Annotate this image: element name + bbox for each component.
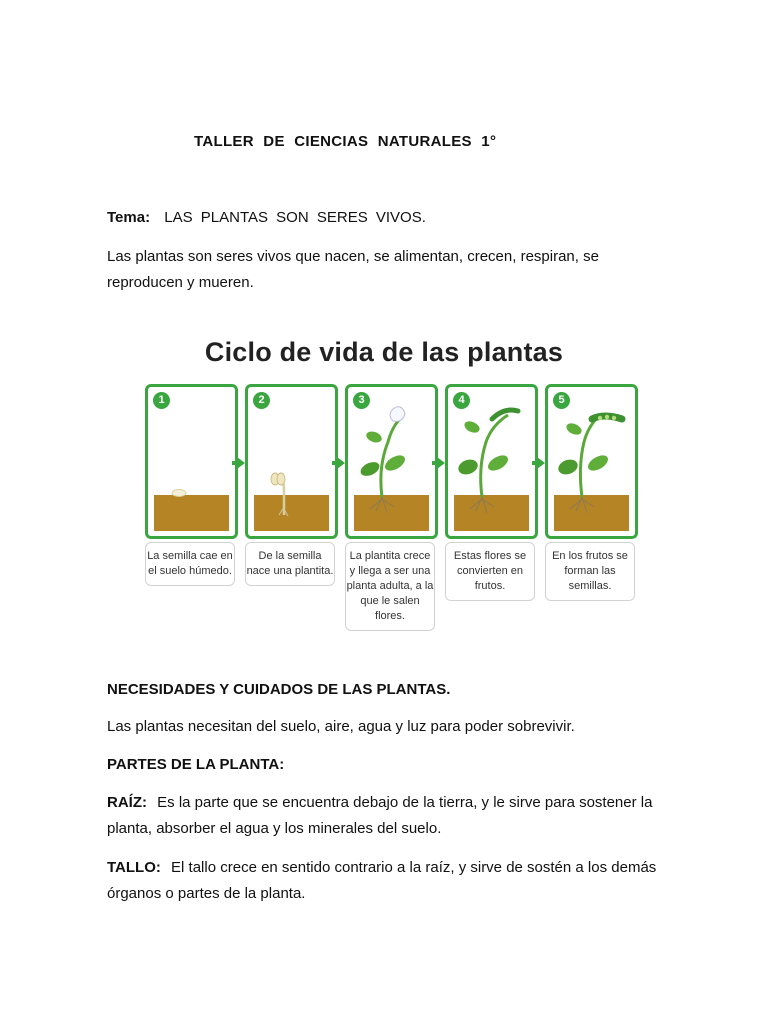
seed-icon xyxy=(148,387,235,536)
stage-5-number: 5 xyxy=(553,392,570,409)
needs-paragraph: Las plantas necesitan del suelo, aire, agua y luz para poder sobrevivir. xyxy=(107,718,575,735)
root-label: RAÍZ: xyxy=(107,794,147,811)
stage-3-number: 3 xyxy=(353,392,370,409)
arrow-icon xyxy=(537,457,545,469)
stage-1-caption: La semilla cae en el suelo húmedo. xyxy=(145,542,235,586)
stage-3-panel xyxy=(345,384,438,539)
stage-2-caption: De la semilla nace una plantita. xyxy=(245,542,335,586)
cycle-title: Ciclo de vida de las plantas xyxy=(204,337,564,367)
sprout-icon xyxy=(248,387,335,536)
arrow-icon xyxy=(337,457,345,469)
root-paragraph xyxy=(107,790,667,842)
tema-label: Tema: xyxy=(107,209,151,226)
fruiting-plant-icon xyxy=(448,387,535,536)
stem-text: El tallo crece en sentido contrario a la raíz, y sirve de sostén a los demás órganos o partes de la planta. xyxy=(107,859,657,902)
stage-2-number: 2 xyxy=(253,392,270,409)
stage-1-panel xyxy=(145,384,238,539)
arrow-icon xyxy=(237,457,245,469)
stage-2-panel xyxy=(245,384,338,539)
parts-heading: PARTES DE LA PLANTA: xyxy=(107,756,285,773)
stage-4-number: 4 xyxy=(453,392,470,409)
stage-5-caption: En los frutos se forman las semillas. xyxy=(545,542,635,601)
document-title: TALLER DE CIENCIAS NATURALES 1° xyxy=(194,133,497,150)
root-text: Es la parte que se encuentra debajo de la tierra, y le sirve para sostener la planta, absorber el agua y los minerales del suelo. xyxy=(107,794,653,837)
stage-1-number: 1 xyxy=(153,392,170,409)
needs-heading: NECESIDADES Y CUIDADOS DE LAS PLANTAS. xyxy=(107,681,451,698)
tema-line xyxy=(107,209,426,226)
stem-paragraph xyxy=(107,855,667,907)
stage-4-caption: Estas flores se convierten en frutos. xyxy=(445,542,535,601)
arrow-icon xyxy=(437,457,445,469)
intro-paragraph: Las plantas son seres vivos que nacen, se alimentan, crecen, respiran, se reproducen y mueren. xyxy=(107,248,599,291)
tema-value: LAS PLANTAS SON SERES VIVOS. xyxy=(164,209,426,226)
seed-pod-plant-icon xyxy=(548,387,635,536)
flowering-plant-icon xyxy=(348,387,435,536)
stem-label: TALLO: xyxy=(107,859,161,876)
stage-3-caption: La plantita crece y llega a ser una planta adulta, a la que le salen flores. xyxy=(345,542,435,631)
stage-5-panel xyxy=(545,384,638,539)
stage-4-panel xyxy=(445,384,538,539)
